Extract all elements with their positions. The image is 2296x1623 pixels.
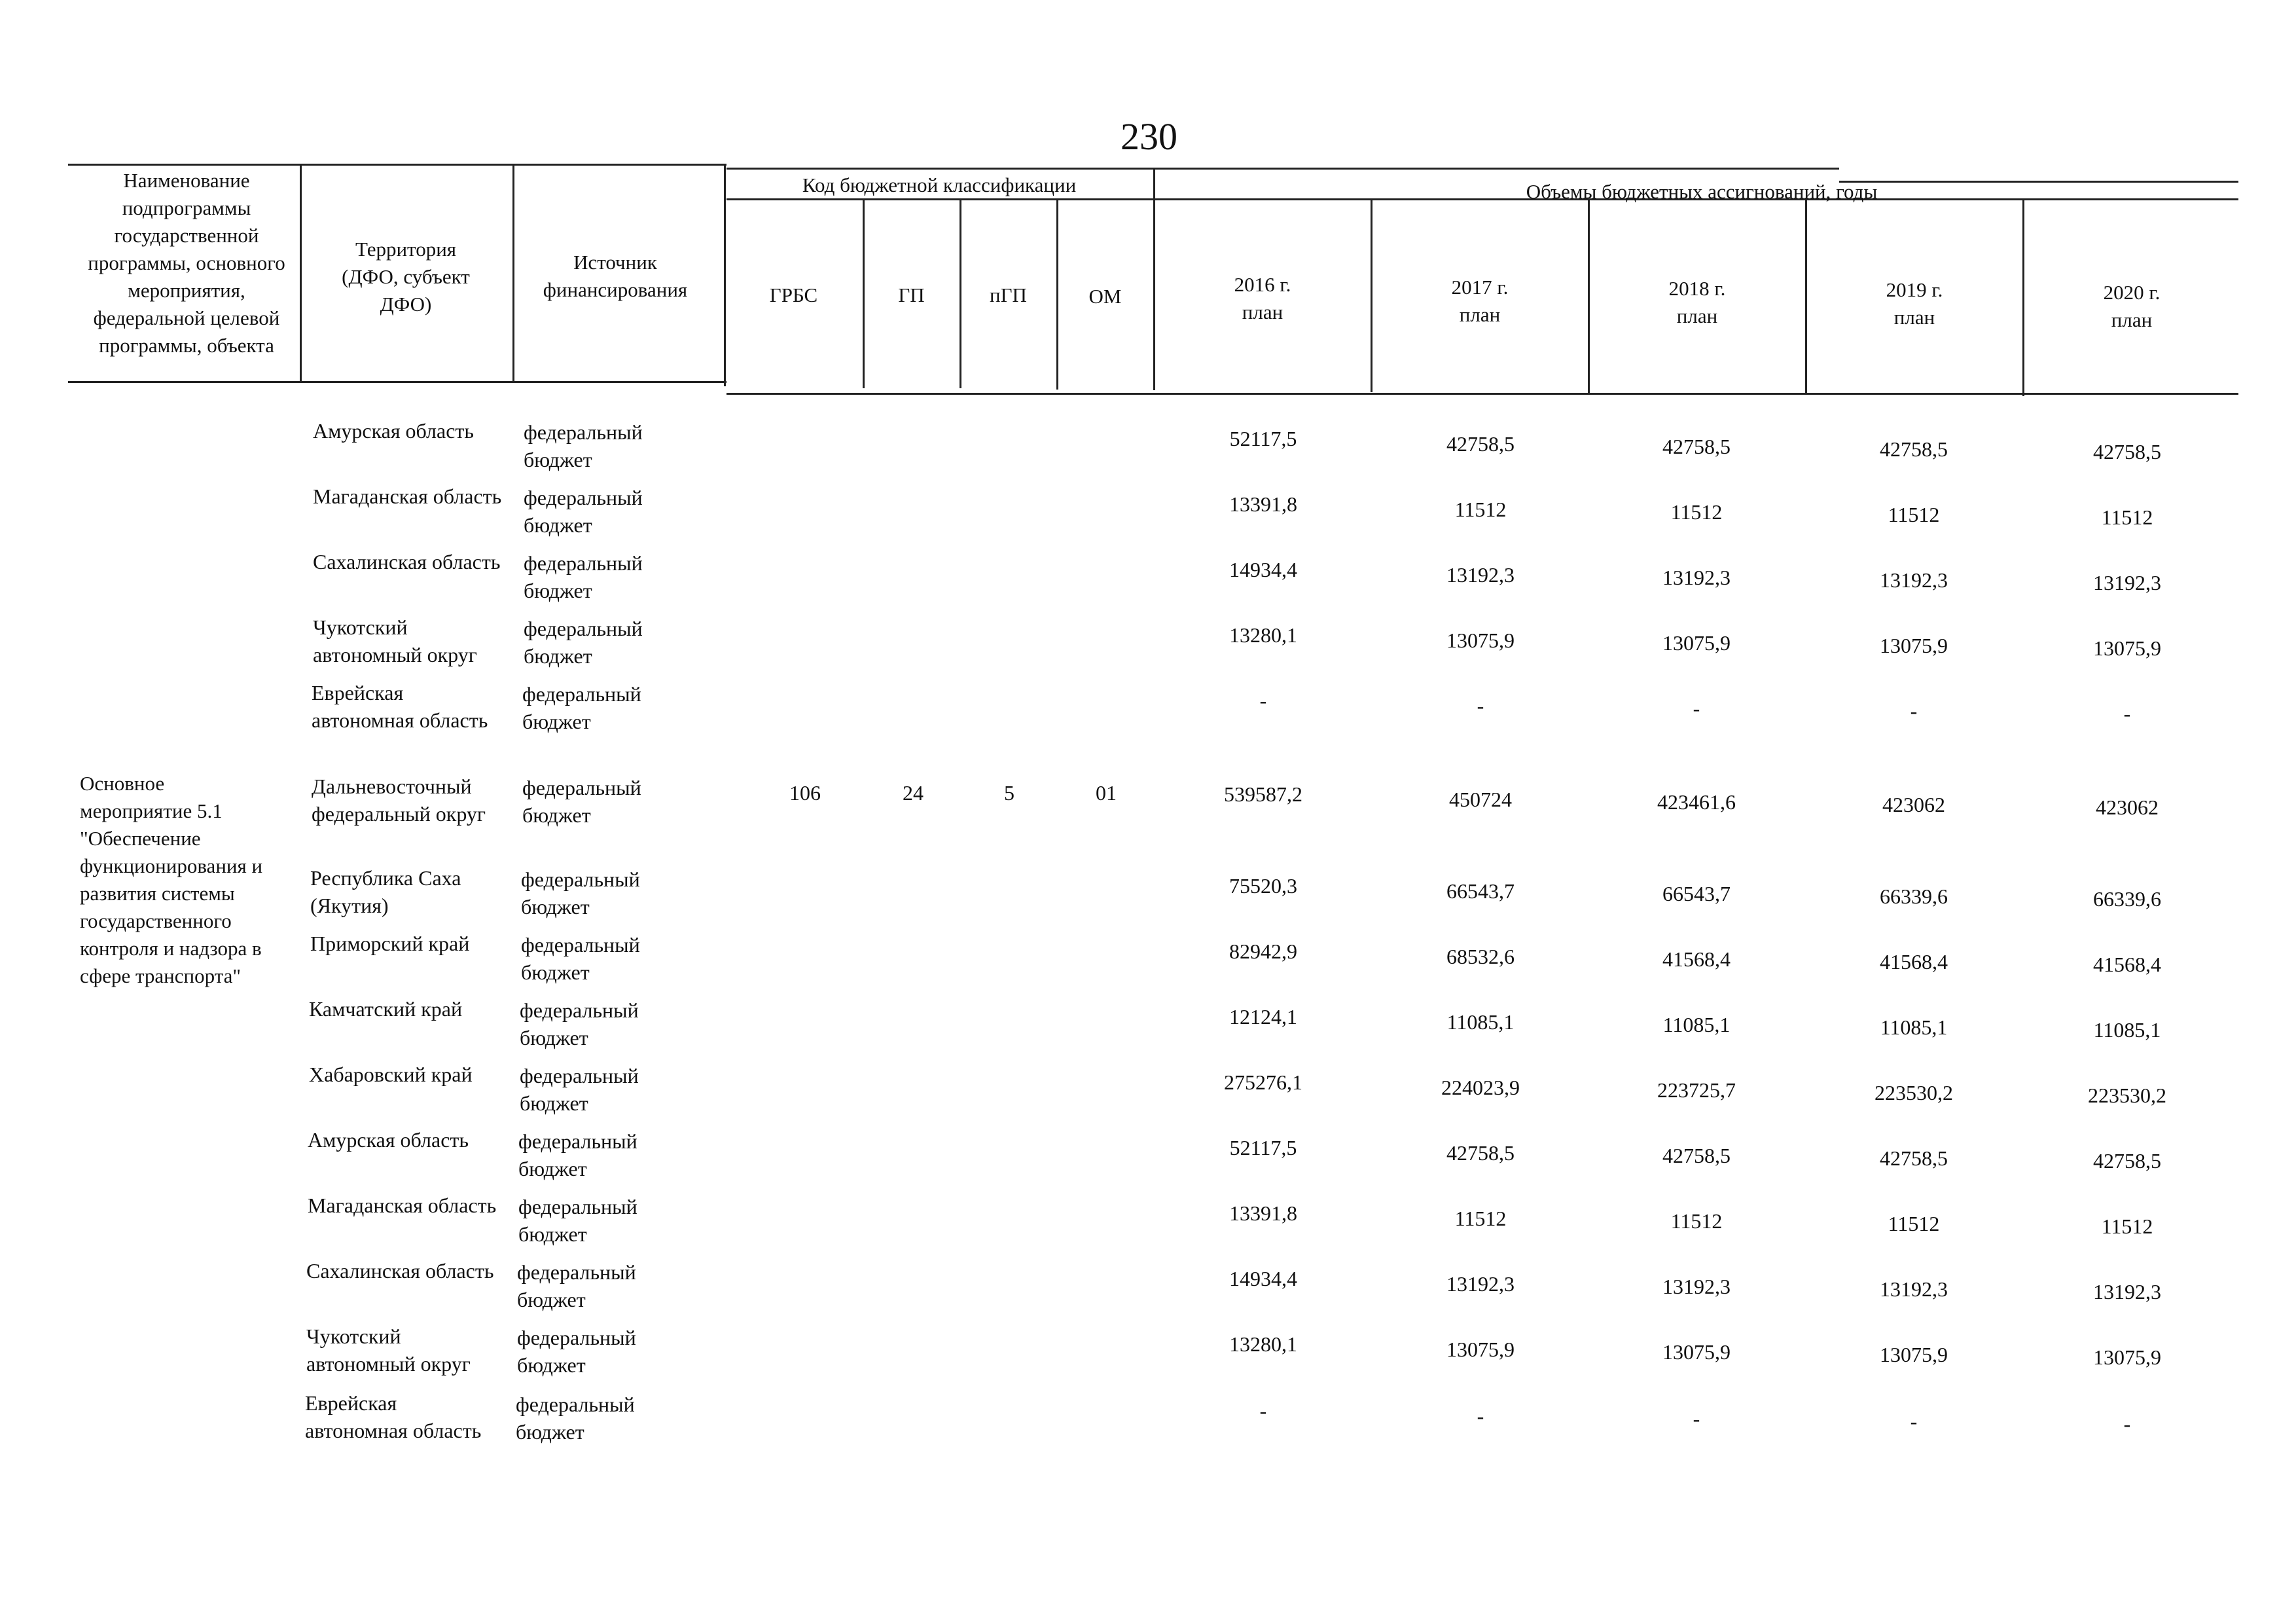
year-label: 2016 г. (1234, 273, 1291, 296)
value-2019-cell: 42758,5 (1880, 437, 1948, 461)
value-2016-cell: 14934,4 (1229, 1267, 1297, 1290)
value-2017-cell: 11512 (1454, 1207, 1507, 1230)
value-2019-cell: 423062 (1882, 793, 1945, 816)
territory-cell: Дальневосточный федеральный округ (312, 775, 486, 826)
value-2016-cell: 52117,5 (1229, 1136, 1297, 1159)
year-sub: план (2111, 308, 2153, 331)
value-2019-cell: 41568,4 (1880, 950, 1948, 974)
value-2017-cell: 68532,6 (1446, 945, 1515, 968)
value-2018-cell: 42758,5 (1662, 435, 1731, 458)
value-2020-cell: 42758,5 (2093, 1149, 2161, 1173)
value-2020-cell: 13192,3 (2093, 1280, 2161, 1304)
territory-cell: Камчатский край (309, 997, 463, 1021)
col-divider (300, 164, 302, 382)
value-2016-cell: 539587,2 (1224, 782, 1302, 806)
value-2016-cell: 82942,9 (1229, 939, 1297, 963)
value-2016-cell: 13280,1 (1229, 1332, 1297, 1356)
value-2018-cell: 11512 (1670, 1209, 1723, 1233)
code-om-cell: 01 (1096, 781, 1117, 805)
value-2017-cell: 11085,1 (1446, 1010, 1515, 1034)
territory-cell: Магаданская область (308, 1194, 497, 1217)
year-label: 2018 г. (1668, 277, 1726, 300)
header-year-2018 (1590, 275, 1804, 330)
value-2018-cell: 13192,3 (1662, 1275, 1731, 1298)
value-2019-cell: 42758,5 (1880, 1146, 1948, 1170)
territory-cell: Еврейская автономная область (312, 681, 488, 732)
value-2016-cell: 12124,1 (1229, 1005, 1297, 1029)
value-2019-cell: 11085,1 (1880, 1015, 1948, 1039)
value-2020-cell: 223530,2 (2088, 1084, 2166, 1107)
value-2016-cell: - (1259, 689, 1267, 712)
value-2018-cell: - (1693, 697, 1700, 720)
source-cell: федеральный бюджет (516, 1393, 635, 1444)
territory-cell: Магаданская область (313, 484, 502, 508)
value-2019-cell: 66339,6 (1880, 884, 1948, 908)
value-2020-cell: - (2123, 702, 2131, 725)
value-2019-cell: - (1910, 699, 1918, 723)
header-pgp: пГП (990, 283, 1027, 306)
header-year-2020 (2025, 279, 2238, 334)
header-year-2017 (1373, 274, 1587, 329)
value-2020-cell: 42758,5 (2093, 440, 2161, 464)
year-label: 2017 г. (1451, 276, 1509, 299)
col-divider (724, 164, 726, 386)
value-2019-cell: 11512 (1888, 1212, 1940, 1235)
value-2018-cell: 223725,7 (1657, 1078, 1736, 1102)
territory-cell: Сахалинская область (313, 550, 501, 574)
value-2017-cell: 224023,9 (1441, 1076, 1520, 1099)
value-2016-cell: 52117,5 (1229, 427, 1297, 450)
col-divider (2022, 198, 2024, 396)
header-om: ОМ (1088, 285, 1122, 308)
value-2017-cell: 42758,5 (1446, 1141, 1515, 1165)
value-2019-cell: 13192,3 (1880, 568, 1948, 592)
value-2018-cell: 66543,7 (1662, 882, 1731, 905)
source-cell: федеральный бюджет (521, 933, 640, 984)
source-cell: федеральный бюджет (522, 776, 641, 827)
source-cell: федеральный бюджет (524, 486, 643, 537)
header-year-2016 (1156, 271, 1369, 326)
source-cell: федеральный бюджет (517, 1260, 636, 1311)
territory-cell: Амурская область (313, 419, 474, 443)
code-grbs-cell: 106 (789, 781, 821, 805)
source-cell: федеральный бюджет (524, 551, 643, 602)
year-label: 2020 г. (2103, 281, 2161, 304)
header-gp: ГП (898, 283, 925, 306)
col-divider (1153, 168, 1155, 390)
territory-cell: Еврейская автономная область (305, 1391, 482, 1442)
value-2020-cell: 66339,6 (2093, 887, 2161, 911)
value-2020-cell: 41568,4 (2093, 953, 2161, 976)
value-2017-cell: 42758,5 (1446, 432, 1515, 456)
source-cell: федеральный бюджет (522, 682, 641, 733)
territory-cell: Чукотский автономный округ (306, 1324, 471, 1376)
value-2020-cell: 11512 (2101, 505, 2153, 529)
value-2016-cell: 75520,3 (1229, 874, 1297, 898)
value-2019-cell: 13075,9 (1880, 1343, 1948, 1366)
value-2016-cell: 13280,1 (1229, 623, 1297, 647)
territory-cell: Хабаровский край (309, 1063, 473, 1086)
value-2020-cell: 11085,1 (2093, 1018, 2161, 1042)
header-top-rule-right (726, 168, 1839, 170)
code-gp-cell: 24 (903, 781, 924, 805)
territory-cell: Республика Саха (Якутия) (310, 866, 461, 917)
source-cell: федеральный бюджет (524, 420, 643, 471)
header-grbs: ГРБС (769, 283, 818, 306)
header-code-group: Код бюджетной классификации (802, 173, 1077, 196)
source-cell: федеральный бюджет (524, 617, 643, 668)
value-2017-cell: 13192,3 (1446, 1272, 1515, 1296)
value-2020-cell: 11512 (2101, 1214, 2153, 1238)
header-top-rule (68, 164, 726, 166)
value-2018-cell: 41568,4 (1662, 947, 1731, 971)
header-volumes-group: Объемы бюджетных ассигнований, годы (1526, 180, 1878, 203)
value-2017-cell: 13192,3 (1446, 563, 1515, 587)
value-2018-cell: 11085,1 (1662, 1013, 1731, 1036)
measure-name: Основное мероприятие 5.1 "Обеспечение функционирования и развития системы государственного контроля и надзора в сфере транспорта" (80, 772, 263, 987)
source-cell: федеральный бюджет (521, 867, 640, 919)
header-year-2019 (1808, 276, 2021, 331)
value-2020-cell: 13075,9 (2093, 636, 2161, 660)
value-2019-cell: 223530,2 (1874, 1081, 1953, 1104)
year-label: 2019 г. (1886, 278, 1943, 301)
value-2018-cell: 13075,9 (1662, 631, 1731, 655)
value-2017-cell: 13075,9 (1446, 629, 1515, 652)
value-2020-cell: 423062 (2096, 795, 2159, 819)
territory-cell: Сахалинская область (306, 1259, 494, 1283)
col-divider (512, 164, 514, 382)
source-cell: федеральный бюджет (520, 998, 639, 1049)
year-sub: план (1242, 301, 1283, 323)
year-sub: план (1459, 303, 1501, 326)
value-2017-cell: - (1477, 694, 1484, 718)
header-territory: Территория (ДФО, субъект ДФО) (342, 238, 470, 316)
value-2019-cell: 11512 (1888, 503, 1940, 526)
value-2017-cell: 66543,7 (1446, 879, 1515, 903)
col-divider (1805, 198, 1807, 395)
source-cell: федеральный бюджет (518, 1195, 637, 1246)
value-2019-cell: 13075,9 (1880, 634, 1948, 657)
header-bottom-rule-right (726, 393, 2238, 395)
value-2017-cell: 450724 (1449, 788, 1512, 811)
territory-cell: Чукотский автономный округ (313, 615, 477, 666)
col-divider (1588, 198, 1590, 393)
value-2018-cell: 11512 (1670, 500, 1723, 524)
value-2016-cell: 13391,8 (1229, 492, 1297, 516)
value-2020-cell: 13192,3 (2093, 571, 2161, 594)
value-2018-cell: 13192,3 (1662, 566, 1731, 589)
code-pgp-cell: 5 (1004, 781, 1014, 805)
value-2019-cell: 13192,3 (1880, 1277, 1948, 1301)
value-2017-cell: - (1477, 1404, 1484, 1428)
value-2017-cell: 13075,9 (1446, 1338, 1515, 1361)
source-cell: федеральный бюджет (520, 1064, 639, 1115)
source-cell: федеральный бюджет (517, 1326, 636, 1377)
year-sub: план (1676, 304, 1718, 327)
year-sub: план (1893, 306, 1935, 329)
value-2017-cell: 11512 (1454, 498, 1507, 521)
value-2020-cell: - (2123, 1412, 2131, 1436)
value-2016-cell: - (1259, 1399, 1267, 1423)
value-2016-cell: 14934,4 (1229, 558, 1297, 581)
value-2018-cell: 42758,5 (1662, 1144, 1731, 1167)
header-name: Наименование подпрограммы государственной программы, основного мероприятия, федеральной целевой программы, объекта (88, 169, 285, 357)
header-source: Источник финансирования (543, 251, 688, 301)
value-2019-cell: - (1910, 1410, 1918, 1433)
value-2016-cell: 275276,1 (1224, 1070, 1302, 1094)
col-divider (1371, 198, 1372, 392)
territory-cell: Амурская область (308, 1128, 469, 1152)
page-number: 230 (1121, 115, 1177, 158)
value-2020-cell: 13075,9 (2093, 1345, 2161, 1369)
value-2018-cell: 423461,6 (1657, 790, 1736, 814)
territory-cell: Приморский край (310, 932, 470, 955)
value-2018-cell: - (1693, 1407, 1700, 1431)
value-2018-cell: 13075,9 (1662, 1340, 1731, 1364)
value-2016-cell: 13391,8 (1229, 1201, 1297, 1225)
source-cell: федеральный бюджет (518, 1129, 637, 1180)
header-bottom-rule (68, 381, 726, 383)
